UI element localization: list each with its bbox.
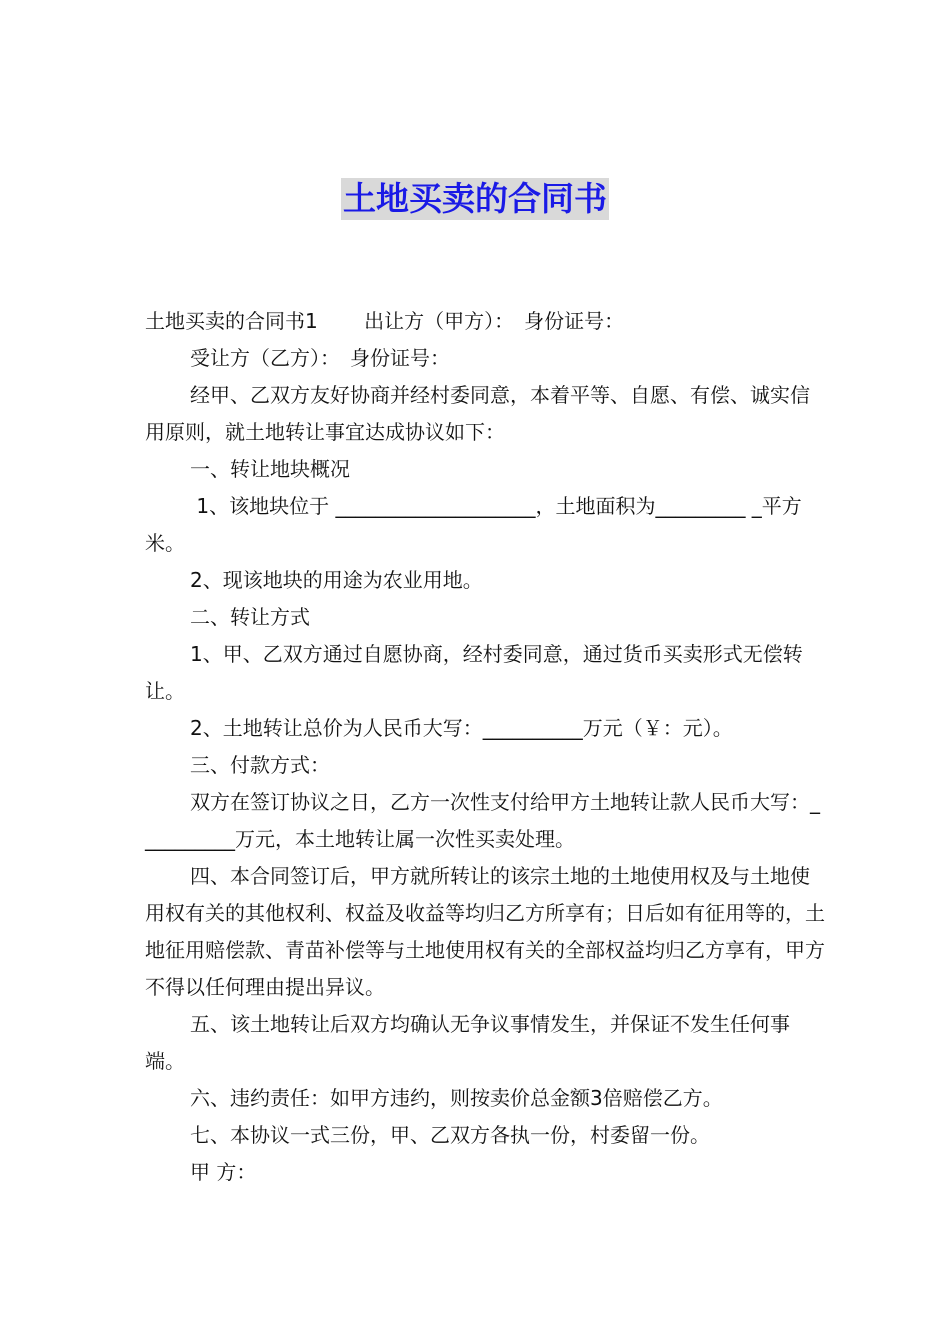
- clause-5: 五、该土地转让后双方均确认无争议事情发生，并保证不发生任何事端。: [145, 1012, 790, 1073]
- clause-1-2: 2、现该地块的用途为农业用地。: [190, 568, 483, 592]
- document-title: 土地买卖的合同书: [343, 179, 607, 218]
- section-heading-1: 一、转让地块概况: [190, 457, 350, 481]
- paragraph-parties-header: 土地买卖的合同书1 出让方（甲方）： 身份证号：: [145, 309, 625, 333]
- clause-7: 七、本协议一式三份，甲、乙双方各执一份，村委留一份。: [190, 1123, 710, 1147]
- clause-6: 六、违约责任：如甲方违约，则按卖价总金额3倍赔偿乙方。: [190, 1086, 723, 1110]
- document-body: [145, 303, 825, 1191]
- clause-4: 四、本合同签订后，甲方就所转让的该宗土地的土地使用权及与土地使用权有关的其他权利、权益及收益等均归乙方所享有；日后如有征用等的，土地征用赔偿款、青苗补偿等与土地使用权有关的全部权益均归乙方享有，甲方不得以任何理由提出异议。: [145, 864, 825, 999]
- paragraph-buyer: 受让方（乙方）： 身份证号：: [190, 346, 450, 370]
- section-heading-2: 二、转让方式: [190, 605, 310, 629]
- paragraph-preamble: 经甲、乙双方友好协商并经村委同意，本着平等、自愿、有偿、诚实信用原则，就土地转让事宜达成协议如下：: [145, 383, 810, 444]
- clause-1-1: 1、该地块位于 ____________________，土地面积为_________ _平方米。: [145, 494, 802, 555]
- signature-party-a: 甲 方：: [190, 1160, 257, 1184]
- title-wrap: [0, 178, 950, 220]
- clause-3: 双方在签订协议之日，乙方一次性支付给甲方土地转让款人民币大写：__________万元，本土地转让属一次性买卖处理。: [145, 790, 820, 851]
- section-heading-3: 三、付款方式：: [190, 753, 330, 777]
- clause-2-2: 2、土地转让总价为人民币大写：__________万元（￥：元）。: [190, 716, 733, 740]
- clause-2-1: 1、甲、乙双方通过自愿协商，经村委同意，通过货币买卖形式无偿转让。: [145, 642, 803, 703]
